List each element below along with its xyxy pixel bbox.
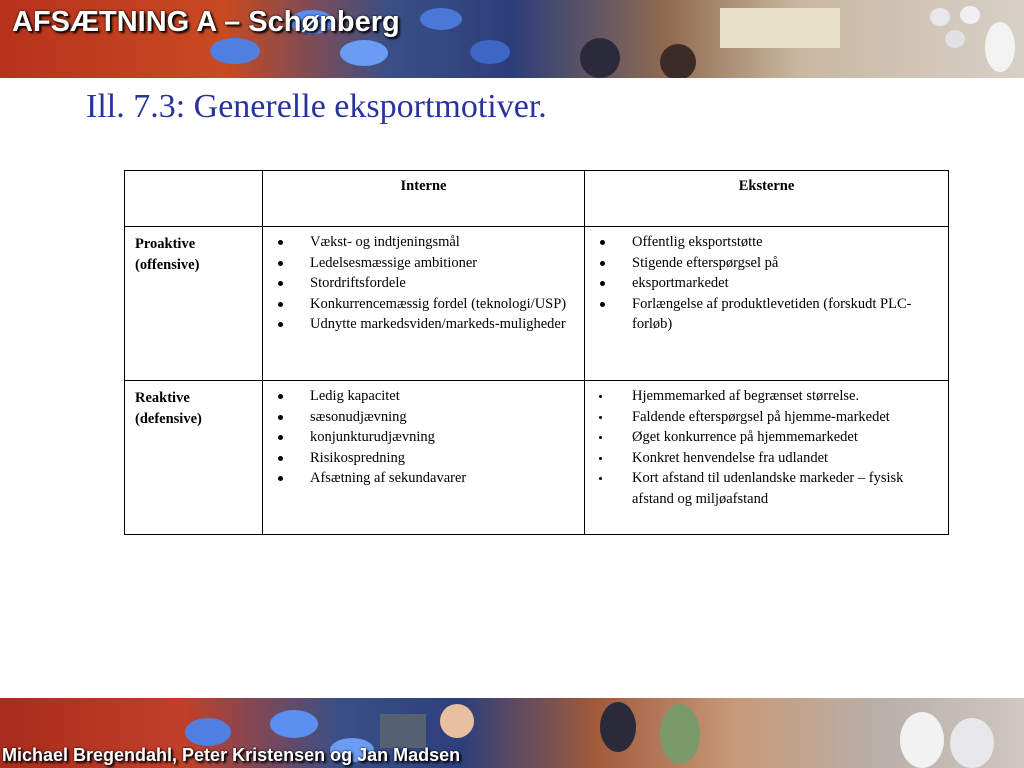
decor-shape [440, 704, 474, 738]
list-item: Ledelsesmæssige ambitioner [263, 253, 578, 274]
decor-shape [950, 718, 994, 768]
decor-shape [900, 712, 944, 768]
decor-shape [930, 8, 950, 26]
list-item: Stigende efterspørgsel på [585, 253, 942, 274]
decor-shape [340, 40, 388, 66]
list-item: Udnytte markedsviden/markeds-muligheder [263, 314, 578, 335]
list-item: sæsonudjævning [263, 407, 578, 428]
table-row [125, 227, 949, 381]
cell-reaktive-eksterne [585, 381, 949, 535]
row-label-line: Reaktive [135, 390, 190, 406]
list-item: Kort afstand til udenlandske markeder – fysisk afstand og miljøafstand [585, 468, 942, 509]
decor-shape [185, 718, 231, 746]
list-item: Hjemmemarked af begrænset størrelse. [585, 386, 942, 407]
cell-proaktive-interne [263, 227, 585, 381]
row-label-proaktive [125, 227, 263, 381]
table-row [125, 381, 949, 535]
decor-shape [600, 702, 636, 752]
list-item: Forlængelse af produktlevetiden (forskudt PLC-forløb) [585, 294, 942, 335]
list-item: konjunkturudjævning [263, 427, 578, 448]
footer-authors: Michael Bregendahl, Peter Kristensen og Jan Madsen [2, 745, 461, 765]
list-item: Konkurrencemæssig fordel (teknologi/USP) [263, 294, 578, 315]
banner-title: AFSÆTNING A – Schønberg [12, 6, 400, 38]
slide-title: Ill. 7.3: Generelle eksportmotiver. [86, 88, 547, 125]
list-item: Afsætning af sekundavarer [263, 468, 578, 489]
decor-shape [270, 710, 318, 738]
list-item: eksportmarkedet [585, 273, 942, 294]
list-item: Konkret henvendelse fra udlandet [585, 448, 942, 469]
decor-shape [580, 38, 620, 78]
decor-shape [420, 8, 462, 30]
decor-shape [960, 6, 980, 24]
list-item: Faldende efterspørgsel på hjemme-markedet [585, 407, 942, 428]
decor-shape [945, 30, 965, 48]
decor-shape [210, 38, 260, 64]
header-empty-cell [125, 171, 263, 227]
export-motives-table [124, 170, 949, 535]
decor-shape [660, 44, 696, 78]
list-item: Risikospredning [263, 448, 578, 469]
decor-shape [660, 704, 700, 764]
row-label-line: (defensive) [135, 410, 202, 427]
cell-reaktive-interne [263, 381, 585, 535]
list-item: Vækst- og indtjeningsmål [263, 232, 578, 253]
decor-shape [985, 22, 1015, 72]
row-label-line: Proaktive [135, 236, 196, 252]
list-item: Ledig kapacitet [263, 386, 578, 407]
cell-proaktive-eksterne [585, 227, 949, 381]
list-item: Offentlig eksportstøtte [585, 232, 942, 253]
list-item: Stordriftsfordele [263, 273, 578, 294]
decor-shape [470, 40, 510, 64]
header-interne: Interne [263, 171, 585, 227]
decor-shape [720, 8, 840, 48]
decor-shape [380, 714, 426, 748]
table-header-row [125, 171, 949, 227]
row-label-line: (offensive) [135, 256, 200, 273]
row-label-reaktive [125, 381, 263, 535]
header-eksterne: Eksterne [585, 171, 949, 227]
list-item: Øget konkurrence på hjemmemarkedet [585, 427, 942, 448]
